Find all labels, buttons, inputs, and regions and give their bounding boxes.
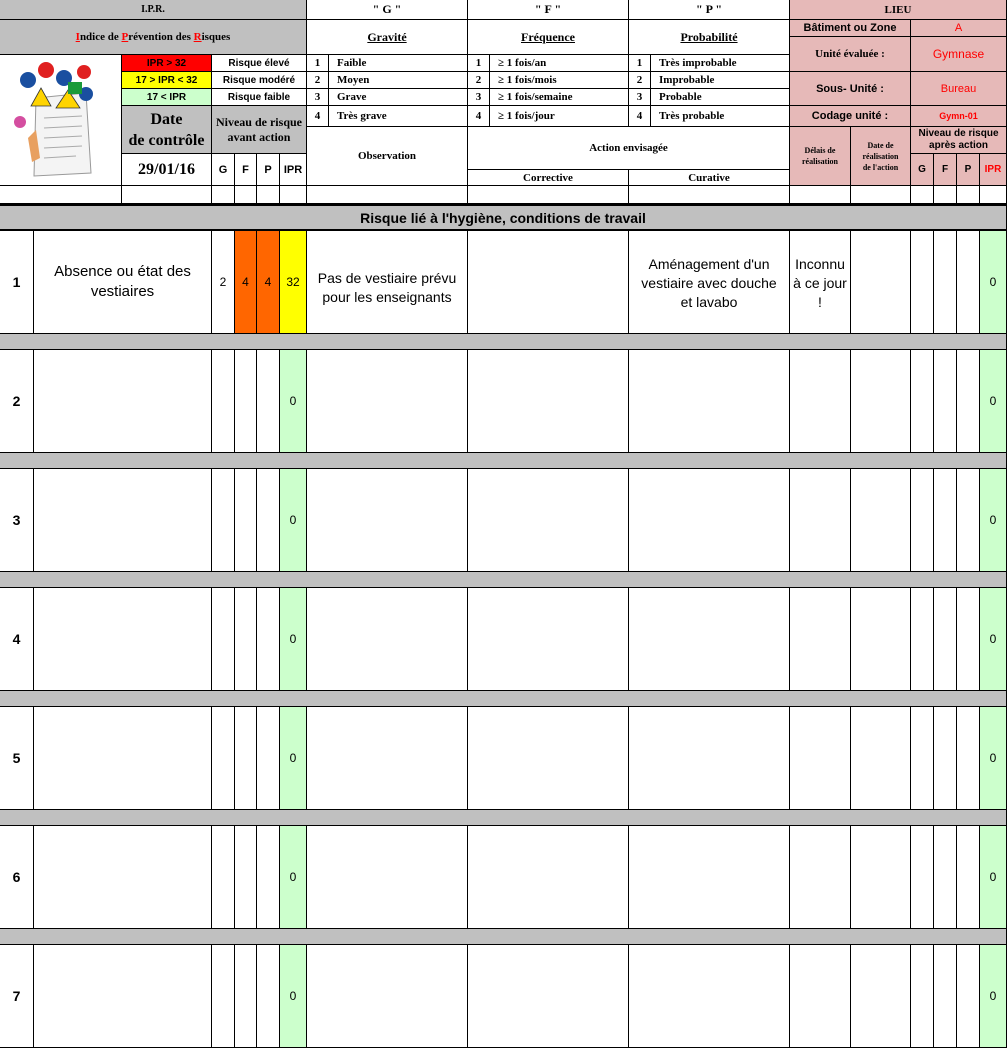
spacer-cell: [280, 186, 307, 204]
corrective-header: Corrective: [468, 170, 629, 186]
legend-range-moderate: 17 > IPR < 32: [122, 72, 212, 89]
risk-after-label: Niveau de risque après action: [911, 127, 1007, 154]
row-separator: [0, 334, 1007, 350]
row-number: 4: [0, 588, 34, 691]
spacer-cell: [629, 186, 790, 204]
probability-value: [257, 350, 280, 453]
corrective-cell: [468, 707, 629, 810]
ipr-subtitle-text: Indice de Prévention des Risques: [75, 31, 231, 43]
ipr-after-value: 0: [980, 945, 1007, 1048]
ipr-after-value: 0: [980, 231, 1007, 334]
f-scale-label: ≥ 1 fois/an: [490, 55, 629, 72]
row-separator: [0, 572, 1007, 588]
observation-cell: [307, 588, 468, 691]
spacer-cell: [212, 186, 235, 204]
corrective-cell: [468, 945, 629, 1048]
ipr-before-value: 0: [280, 469, 307, 572]
corrective-cell: [468, 588, 629, 691]
date-realisation-cell: [851, 350, 911, 453]
f-scale-label: ≥ 1 fois/semaine: [490, 89, 629, 106]
probability-title: Probabilité: [629, 20, 790, 55]
ipr-title: I.P.R.: [0, 0, 307, 20]
delais-cell: [790, 707, 851, 810]
after-col-g: G: [911, 154, 934, 186]
observation-cell: [307, 350, 468, 453]
spacer-cell: [468, 186, 629, 204]
corrective-cell: [468, 231, 629, 334]
before-col-p: P: [257, 154, 280, 186]
before-col-f: F: [235, 154, 257, 186]
risk-description: Absence ou état des vestiaires: [34, 231, 212, 334]
safety-illustration: [0, 55, 122, 186]
after-f-cell: [934, 707, 957, 810]
action-header: Action envisagée: [468, 127, 790, 170]
after-f-cell: [934, 826, 957, 929]
curative-cell: [629, 469, 790, 572]
after-p-cell: [957, 350, 980, 453]
ipr-after-value: 0: [980, 350, 1007, 453]
row-separator: [0, 691, 1007, 707]
after-p-cell: [957, 707, 980, 810]
ipr-subtitle: [0, 20, 307, 55]
gravity-letter: " G ": [307, 0, 468, 20]
risk-description: [34, 350, 212, 453]
after-g-cell: [911, 707, 934, 810]
spacer-cell: [851, 186, 911, 204]
risk-description: [34, 588, 212, 691]
row-number: 2: [0, 350, 34, 453]
delais-cell: [790, 588, 851, 691]
legend-label-high: Risque élevé: [212, 55, 307, 72]
observation-cell: [307, 826, 468, 929]
gravity-value: [212, 707, 235, 810]
date-realisation-header: Date de réalisation de l'action: [851, 127, 911, 186]
risk-description: [34, 707, 212, 810]
after-g-cell: [911, 945, 934, 1048]
after-col-ipr: IPR: [980, 154, 1007, 186]
observation-cell: Pas de vestiaire prévu pour les enseignants: [307, 231, 468, 334]
ipr-before-value: 0: [280, 945, 307, 1048]
after-g-cell: [911, 350, 934, 453]
frequency-value: [235, 707, 257, 810]
after-g-cell: [911, 826, 934, 929]
p-scale-label: Improbable: [651, 72, 790, 89]
control-date-label: Date de contrôle: [122, 106, 212, 154]
g-scale-num: 1: [307, 55, 329, 72]
curative-cell: [629, 588, 790, 691]
f-scale-num: 2: [468, 72, 490, 89]
risk-before-label: Niveau de risque avant action: [212, 106, 307, 154]
f-scale-label: ≥ 1 fois/jour: [490, 106, 629, 127]
g-scale-label: Grave: [329, 89, 468, 106]
spacer-cell: [980, 186, 1007, 204]
curative-cell: [629, 350, 790, 453]
codage-value: Gymn-01: [911, 106, 1007, 127]
probability-value: [257, 588, 280, 691]
spacer-cell: [911, 186, 934, 204]
unite-label: Unité évaluée :: [790, 37, 911, 72]
date-realisation-cell: [851, 945, 911, 1048]
date-realisation-cell: [851, 231, 911, 334]
frequency-value: 4: [235, 231, 257, 334]
legend-range-high: IPR > 32: [122, 55, 212, 72]
date-realisation-cell: [851, 707, 911, 810]
row-number: 3: [0, 469, 34, 572]
p-scale-num: 1: [629, 55, 651, 72]
corrective-cell: [468, 350, 629, 453]
codage-label: Codage unité :: [790, 106, 911, 127]
p-scale-num: 3: [629, 89, 651, 106]
gravity-value: [212, 469, 235, 572]
f-scale-num: 3: [468, 89, 490, 106]
probability-value: [257, 469, 280, 572]
risk-description: [34, 945, 212, 1048]
after-f-cell: [934, 469, 957, 572]
after-p-cell: [957, 945, 980, 1048]
frequency-value: [235, 826, 257, 929]
g-scale-num: 3: [307, 89, 329, 106]
after-col-f: F: [934, 154, 957, 186]
row-separator: [0, 929, 1007, 945]
after-f-cell: [934, 350, 957, 453]
f-scale-label: ≥ 1 fois/mois: [490, 72, 629, 89]
frequency-value: [235, 469, 257, 572]
row-separator: [0, 810, 1007, 826]
spacer-cell: [307, 186, 468, 204]
after-p-cell: [957, 469, 980, 572]
observation-cell: [307, 945, 468, 1048]
after-g-cell: [911, 469, 934, 572]
delais-header: Délais de réalisation: [790, 127, 851, 186]
g-scale-label: Faible: [329, 55, 468, 72]
row-number: 5: [0, 707, 34, 810]
probability-value: [257, 826, 280, 929]
f-scale-num: 1: [468, 55, 490, 72]
g-scale-num: 4: [307, 106, 329, 127]
probability-value: 4: [257, 231, 280, 334]
probability-value: [257, 945, 280, 1048]
ipr-before-value: 0: [280, 588, 307, 691]
probability-letter: " P ": [629, 0, 790, 20]
after-g-cell: [911, 231, 934, 334]
spacer-cell: [235, 186, 257, 204]
spacer-cell: [957, 186, 980, 204]
delais-cell: [790, 826, 851, 929]
sous-unite-label: Sous- Unité :: [790, 72, 911, 106]
frequency-value: [235, 945, 257, 1048]
spacer-cell: [0, 186, 122, 204]
ipr-after-value: 0: [980, 588, 1007, 691]
delais-cell: [790, 469, 851, 572]
after-col-p: P: [957, 154, 980, 186]
curative-cell: [629, 826, 790, 929]
curative-header: Curative: [629, 170, 790, 186]
date-realisation-cell: [851, 469, 911, 572]
gravity-value: [212, 588, 235, 691]
observation-cell: [307, 469, 468, 572]
spacer-cell: [934, 186, 957, 204]
ipr-before-value: 0: [280, 826, 307, 929]
after-g-cell: [911, 588, 934, 691]
observation-header: Observation: [307, 127, 468, 186]
g-scale-label: Très grave: [329, 106, 468, 127]
spacer-cell: [257, 186, 280, 204]
corrective-cell: [468, 826, 629, 929]
date-realisation-cell: [851, 826, 911, 929]
after-f-cell: [934, 945, 957, 1048]
p-scale-label: Très improbable: [651, 55, 790, 72]
delais-cell: [790, 945, 851, 1048]
probability-value: [257, 707, 280, 810]
control-date-value: 29/01/16: [122, 154, 212, 186]
sous-unite-value: Bureau: [911, 72, 1007, 106]
g-scale-num: 2: [307, 72, 329, 89]
after-p-cell: [957, 231, 980, 334]
gravity-value: 2: [212, 231, 235, 334]
frequency-title: Fréquence: [468, 20, 629, 55]
safety-signs-icon: [6, 58, 116, 183]
delais-cell: [790, 350, 851, 453]
legend-label-low: Risque faible: [212, 89, 307, 106]
gravity-value: [212, 826, 235, 929]
after-p-cell: [957, 826, 980, 929]
row-separator: [0, 453, 1007, 469]
p-scale-label: Très probable: [651, 106, 790, 127]
before-col-g: G: [212, 154, 235, 186]
ipr-after-value: 0: [980, 469, 1007, 572]
curative-cell: [629, 945, 790, 1048]
ipr-before-value: 32: [280, 231, 307, 334]
frequency-value: [235, 588, 257, 691]
p-scale-num: 4: [629, 106, 651, 127]
frequency-value: [235, 350, 257, 453]
batiment-value: A: [911, 20, 1007, 37]
lieu-title: LIEU: [790, 0, 1007, 20]
after-f-cell: [934, 588, 957, 691]
spacer-cell: [790, 186, 851, 204]
curative-cell: [629, 707, 790, 810]
before-col-ipr: IPR: [280, 154, 307, 186]
ipr-before-value: 0: [280, 707, 307, 810]
curative-cell: Aménagement d'un vestiaire avec douche et lavabo: [629, 231, 790, 334]
delais-cell: Inconnu à ce jour !: [790, 231, 851, 334]
after-p-cell: [957, 588, 980, 691]
gravity-value: [212, 350, 235, 453]
gravity-title: Gravité: [307, 20, 468, 55]
risk-description: [34, 826, 212, 929]
row-number: 6: [0, 826, 34, 929]
gravity-value: [212, 945, 235, 1048]
unite-value: Gymnase: [911, 37, 1007, 72]
p-scale-label: Probable: [651, 89, 790, 106]
spacer-cell: [122, 186, 212, 204]
p-scale-num: 2: [629, 72, 651, 89]
frequency-letter: " F ": [468, 0, 629, 20]
row-number: 7: [0, 945, 34, 1048]
g-scale-label: Moyen: [329, 72, 468, 89]
ipr-after-value: 0: [980, 707, 1007, 810]
after-f-cell: [934, 231, 957, 334]
f-scale-num: 4: [468, 106, 490, 127]
corrective-cell: [468, 469, 629, 572]
legend-label-moderate: Risque modéré: [212, 72, 307, 89]
ipr-before-value: 0: [280, 350, 307, 453]
section-title: Risque lié à l'hygiène, conditions de travail: [0, 204, 1007, 231]
risk-description: [34, 469, 212, 572]
batiment-label: Bâtiment ou Zone: [790, 20, 911, 37]
legend-range-low: 17 < IPR: [122, 89, 212, 106]
ipr-after-value: 0: [980, 826, 1007, 929]
observation-cell: [307, 707, 468, 810]
row-number: 1: [0, 231, 34, 334]
date-realisation-cell: [851, 588, 911, 691]
